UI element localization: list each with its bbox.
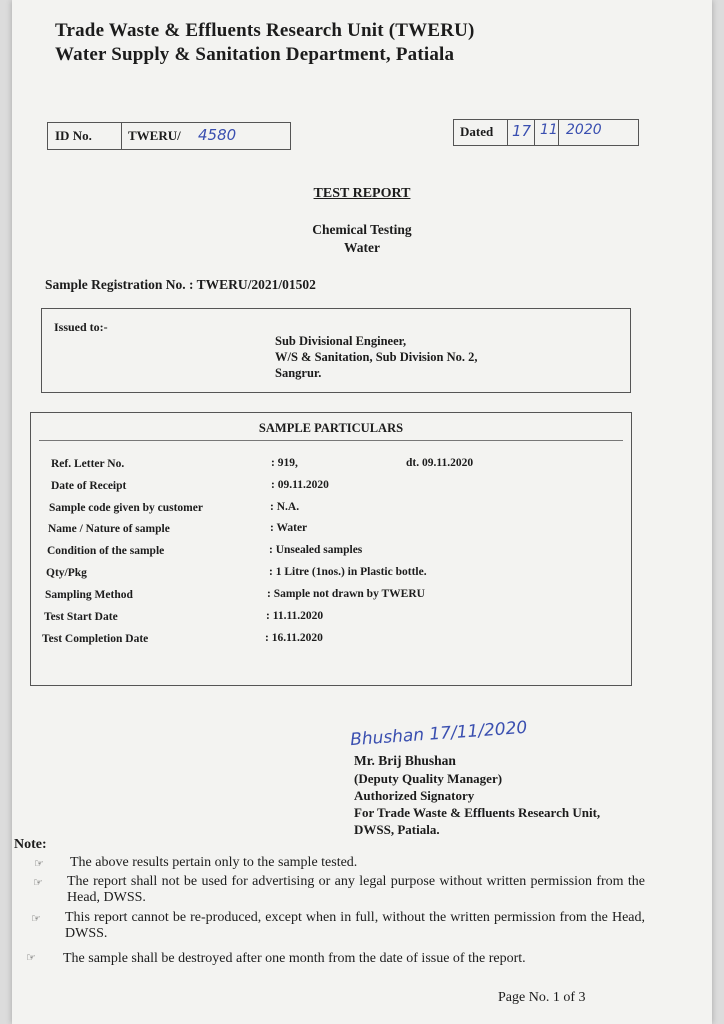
ref-letter-label: Ref. Letter No. xyxy=(51,458,125,470)
id-prefix: TWERU/ xyxy=(128,128,181,143)
issued-line-2: W/S & Sanitation, Sub Division No. 2, xyxy=(275,350,478,364)
ref-letter-value: : 919, xyxy=(271,457,298,469)
report-title-wrap xyxy=(12,186,712,202)
sample-code-value: : N.A. xyxy=(270,501,300,513)
sample-particulars-box xyxy=(30,412,632,686)
pointing-hand-icon: ☞ xyxy=(26,951,36,964)
dated-year: 2020 xyxy=(566,122,602,138)
pointing-hand-icon: ☞ xyxy=(33,876,43,889)
note-item-4: The sample shall be destroyed after one month from the date of issue of the report. xyxy=(63,951,526,966)
note-item-3: This report cannot be re-produced, except when in full, without the written permission from the Head, DWSS. xyxy=(65,910,645,941)
date-of-receipt-label: Date of Receipt xyxy=(51,480,127,492)
issued-line-1: Sub Divisional Engineer, xyxy=(275,334,407,348)
sample-heading: SAMPLE PARTICULARS xyxy=(258,421,404,435)
nature-of-sample-label: Name / Nature of sample xyxy=(48,523,170,535)
ref-letter-date: dt. 09.11.2020 xyxy=(406,457,474,469)
signatory-name: Mr. Brij Bhushan xyxy=(354,753,456,768)
note-item-1: The above results pertain only to the sample tested. xyxy=(70,855,358,870)
pointing-hand-icon: ☞ xyxy=(34,857,44,870)
signatory-role: (Deputy Quality Manager) xyxy=(354,771,503,786)
sample-code-label: Sample code given by customer xyxy=(49,502,203,514)
pointing-hand-icon: ☞ xyxy=(31,912,41,925)
id-label: ID No. xyxy=(55,128,92,143)
id-box xyxy=(47,122,291,150)
handwritten-signature: Bhushan 17/11/2020 xyxy=(349,717,528,751)
date-of-receipt-value: : 09.11.2020 xyxy=(271,479,329,491)
page-number: Page No. 1 of 3 xyxy=(498,990,586,1005)
dated-box xyxy=(453,119,639,146)
qty-pkg-label: Qty/Pkg xyxy=(46,567,87,579)
id-number-handwritten: 4580 xyxy=(198,126,237,144)
dated-label: Dated xyxy=(460,124,494,139)
nature-of-sample-value: : Water xyxy=(270,522,308,534)
signatory-org: DWSS, Patiala. xyxy=(354,822,440,837)
document-page xyxy=(12,0,712,1024)
note-item-2: The report shall not be used for advertising or any legal purpose without written permission from the Head, DWSS. xyxy=(67,874,645,905)
test-completion-label: Test Completion Date xyxy=(42,633,149,645)
report-subtitle-1: Chemical Testing xyxy=(312,222,412,237)
sampling-method-value: : Sample not drawn by TWERU xyxy=(267,588,425,600)
note-label: Note: xyxy=(14,837,47,852)
test-completion-value: : 16.11.2020 xyxy=(265,632,323,644)
issued-to-box xyxy=(41,308,631,393)
report-title: TEST REPORT xyxy=(313,186,411,201)
sampling-method-label: Sampling Method xyxy=(45,589,133,601)
authorized-signatory: Authorized Signatory xyxy=(354,788,475,803)
condition-value: : Unsealed samples xyxy=(269,544,363,556)
issued-line-3: Sangrur. xyxy=(275,366,322,380)
test-start-label: Test Start Date xyxy=(44,611,118,623)
signatory-for-line: For Trade Waste & Effluents Research Unit, xyxy=(354,805,601,820)
sample-registration: Sample Registration No. : TWERU/2021/01502 xyxy=(45,277,316,292)
dated-month: 11 xyxy=(540,122,558,138)
test-start-value: : 11.11.2020 xyxy=(266,610,324,622)
dated-day: 17 xyxy=(512,122,532,140)
report-subtitle-2: Water xyxy=(344,240,380,255)
header-line-2: Water Supply & Sanitation Department, Patiala xyxy=(55,44,455,65)
issued-label: Issued to:- xyxy=(54,320,108,334)
condition-label: Condition of the sample xyxy=(47,545,165,557)
qty-pkg-value: : 1 Litre (1nos.) in Plastic bottle. xyxy=(269,566,427,578)
header-line-1: Trade Waste & Effluents Research Unit (TWERU) xyxy=(55,20,475,41)
